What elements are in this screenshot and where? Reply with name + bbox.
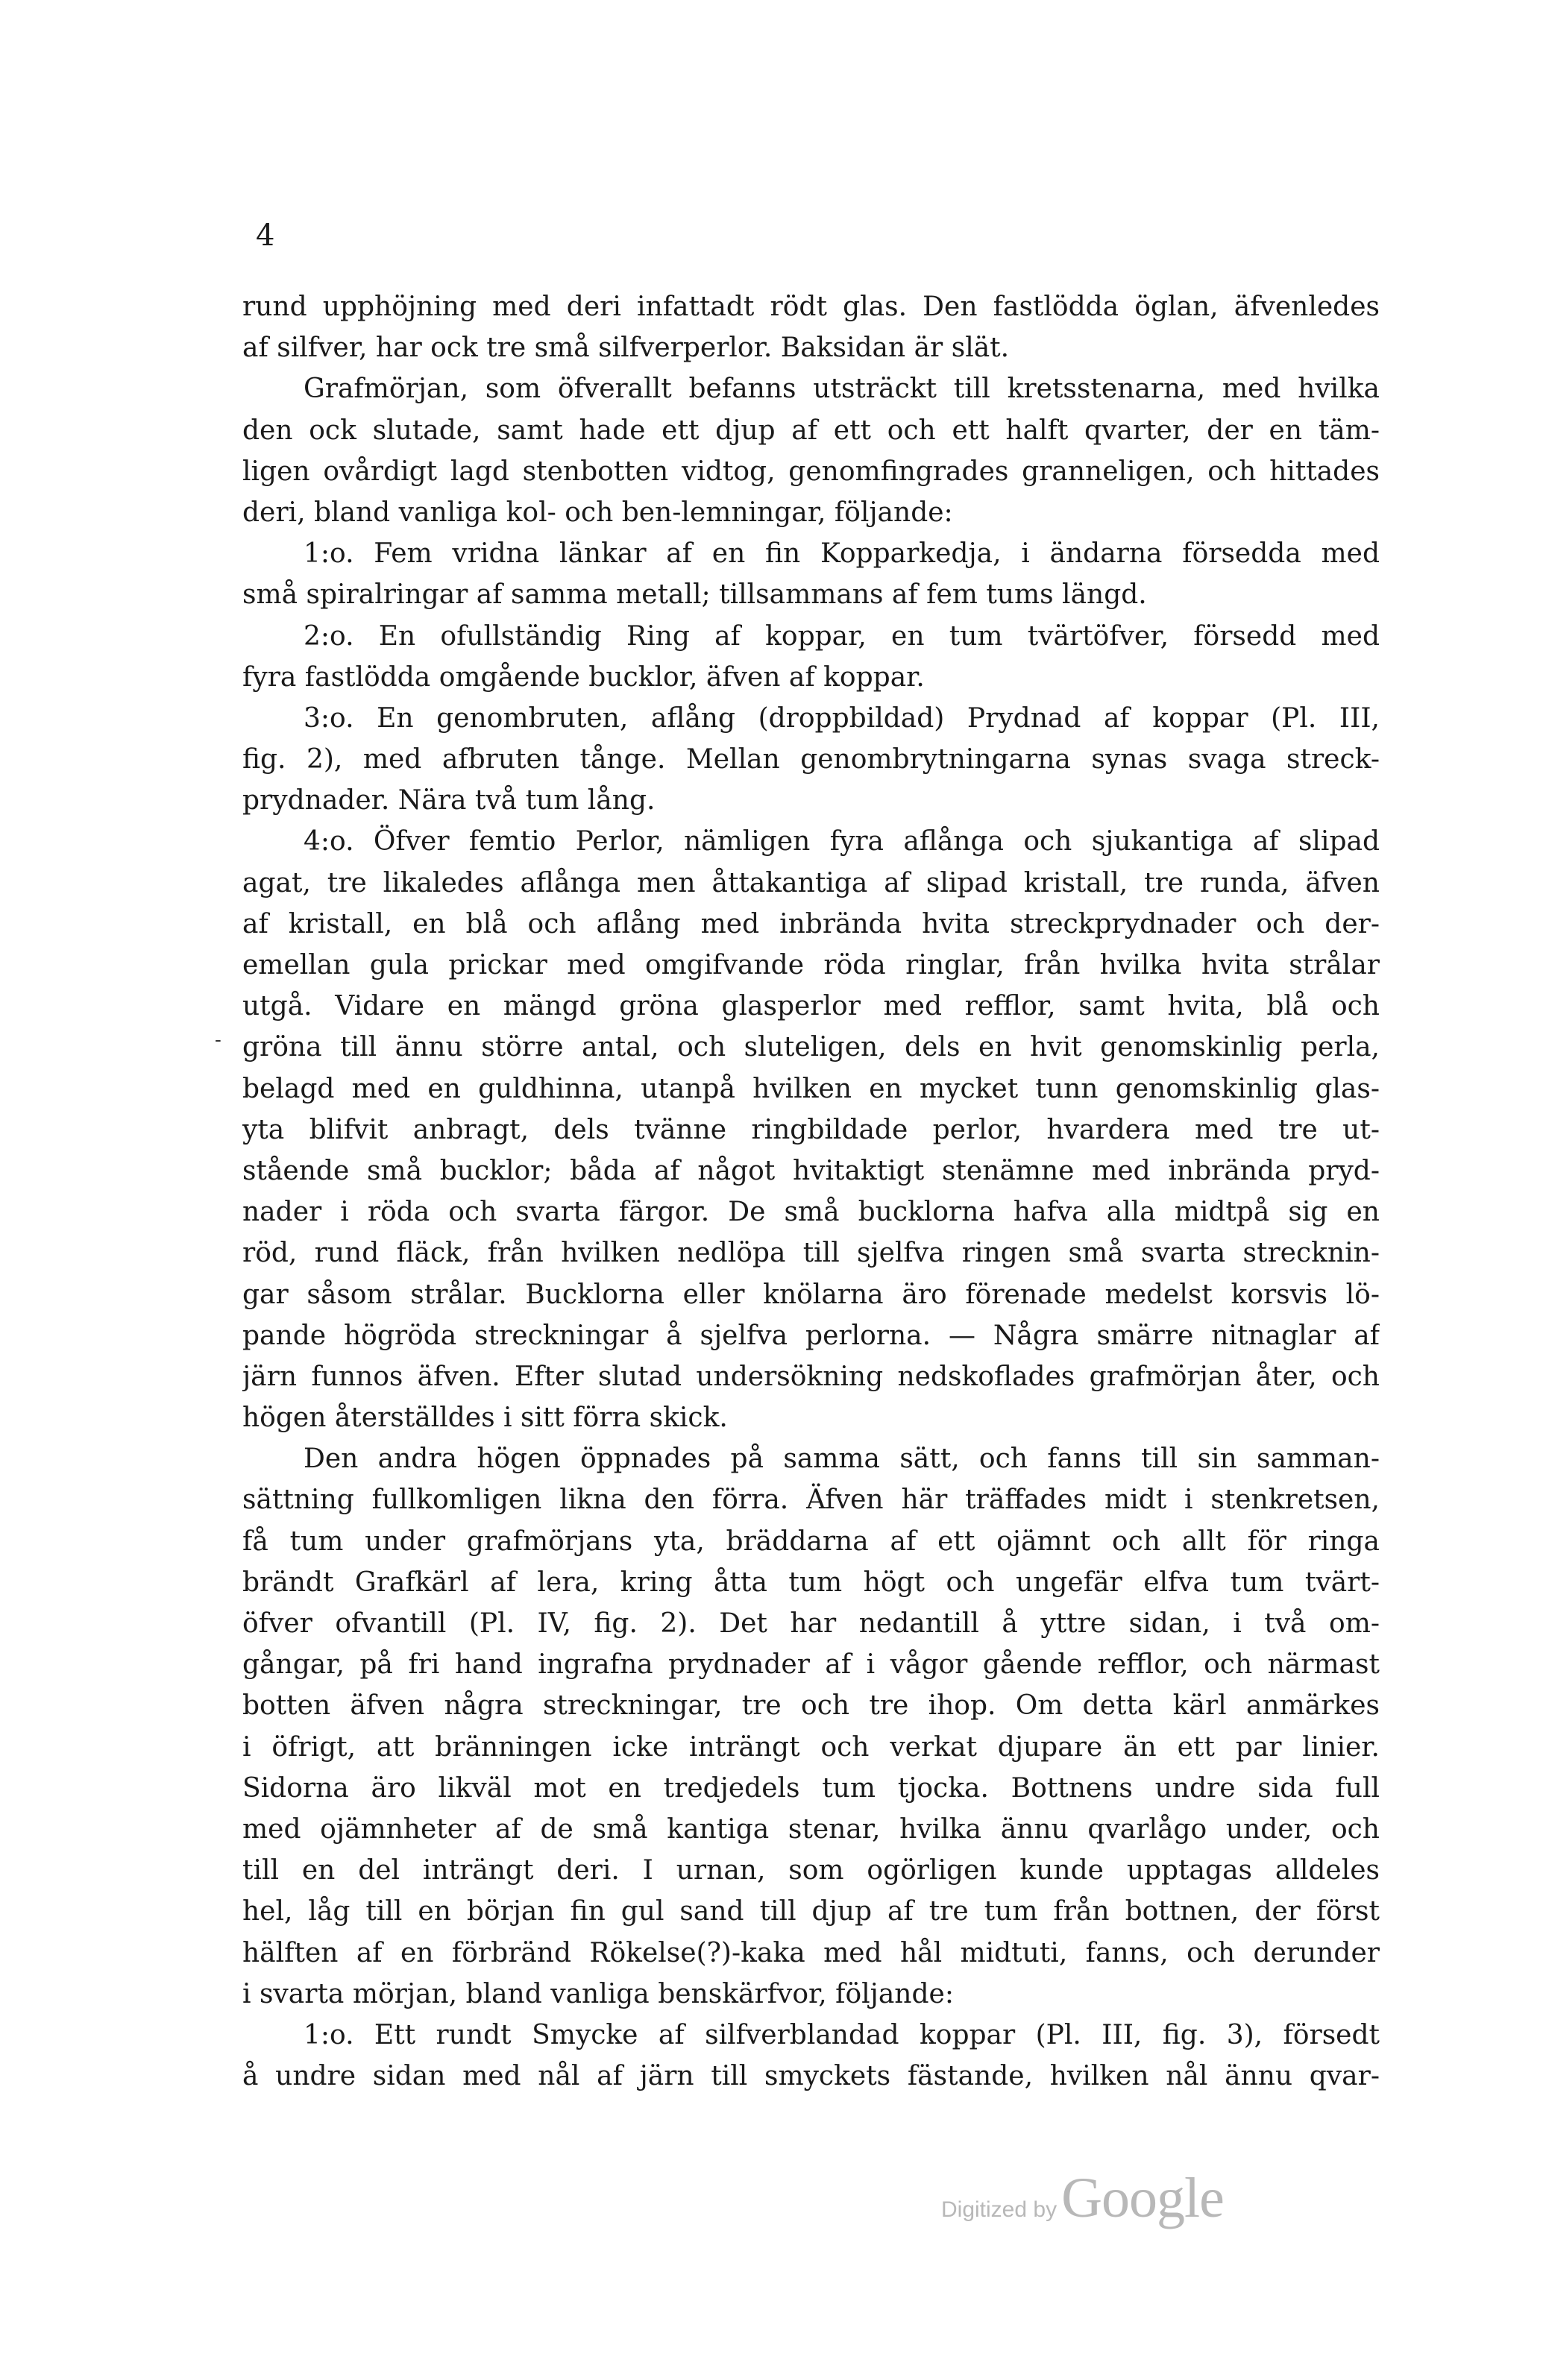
text-line: rund upphöjning med deri infattadt rödt glas. Den fastlödda öglan, äfvenledes	[242, 292, 1380, 322]
text-line: 1:o. Fem vridna länkar af en fin Kopparkedja, i ändarna försedda med	[304, 538, 1380, 570]
text-line: fig. 2), med afbruten tånge. Mellan genombrytningarna synas svaga streck-	[242, 744, 1380, 775]
text-line: i öfrigt, att bränningen icke inträngt och verkat djupare än ett par linier.	[242, 1731, 1380, 1763]
text-line: gröna till ännu större antal, och sluteligen, dels en hvit genomskinlig perla,	[242, 1032, 1380, 1063]
text-line: högen återställdes i sitt förra skick.	[242, 1402, 728, 1434]
text-line: brändt Grafkärl af lera, kring åtta tum högt och ungefär elfva tum tvärt-	[242, 1567, 1380, 1598]
text-line: 4:o. Öfver femtio Perlor, nämligen fyra aflånga och sjukantiga af slipad	[304, 826, 1380, 857]
text-line: fyra fastlödda omgående bucklor, äfven af koppar.	[242, 661, 925, 693]
text-line: pande högröda streckningar å sjelfva perlorna. — Några smärre nitnaglar af	[242, 1320, 1380, 1351]
text-line: 3:o. En genombruten, aflång (droppbildad) Prydnad af koppar (Pl. III,	[304, 702, 1380, 734]
text-line: sättning fullkomligen likna den förra. Äfven här träffades midt i stenkretsen,	[242, 1485, 1380, 1516]
text-line: stående små bucklor; båda af något hvitaktigt stenämne med inbrända pryd-	[242, 1155, 1380, 1186]
text-line: yta blifvit anbragt, dels tvänne ringbildade perlor, hvardera med tre ut-	[242, 1114, 1380, 1145]
page-number: 4	[256, 218, 275, 253]
text-line: med ojämnheter af de små kantiga stenar, hvilka ännu qvarlågo under, och	[242, 1813, 1380, 1845]
text-line: å undre sidan med nål af järn till smyckets fästande, hvilken nål ännu qvar-	[242, 2061, 1380, 2092]
text-line: Den andra högen öppnades på samma sätt, och fanns till sin samman-	[304, 1444, 1380, 1475]
text-line: få tum under grafmörjans yta, bräddarna af ett ojämnt och allt för ringa	[242, 1526, 1380, 1557]
text-line: deri, bland vanliga kol- och ben-lemningar, följande:	[242, 497, 953, 528]
text-line: prydnader. Nära två tum lång.	[242, 785, 656, 816]
text-line: hel, låg till en början fin gul sand till djup af tre tum från bottnen, der först	[242, 1896, 1380, 1927]
text-line: botten äfven några streckningar, tre och tre ihop. Om detta kärl anmärkes	[242, 1690, 1380, 1722]
text-line: ligen ovårdigt lagd stenbotten vidtog, genomfingrades granneligen, och hittades	[242, 456, 1380, 487]
text-line: gar såsom strålar. Bucklorna eller knölarna äro förenade medelst korsvis lö-	[242, 1279, 1380, 1310]
body-text	[242, 286, 1380, 2097]
text-line: agat, tre likaledes aflånga men åttakantiga af slipad kristall, tre runda, äfven	[242, 867, 1380, 898]
google-logo: Google	[1061, 2167, 1224, 2229]
text-line: hälften af en förbränd Rökelse(?)-kaka med hål midtuti, fanns, och derunder	[242, 1937, 1380, 1968]
text-line: i svarta mörjan, bland vanliga benskärfvor, följande:	[242, 1978, 954, 2009]
margin-dash-mark: -	[215, 1029, 221, 1051]
text-line: gångar, på fri hand ingrafna prydnader af i vågor gående refflor, och närmast	[242, 1649, 1380, 1681]
text-line: till en del inträngt deri. I urnan, som ogörligen kunde upptagas alldeles	[242, 1855, 1380, 1886]
digitized-watermark	[941, 2166, 1224, 2229]
text-line: af silfver, har ock tre små silfverperlor. Baksidan är slät.	[242, 333, 1010, 364]
text-line: den ock slutade, samt hade ett djup af ett och ett halft qvarter, der en täm-	[242, 415, 1380, 446]
text-line: Grafmörjan, som öfverallt befanns utsträckt till kretsstenarna, med hvilka	[304, 374, 1380, 405]
text-line: utgå. Vidare en mängd gröna glasperlor med refflor, samt hvita, blå och	[242, 991, 1380, 1022]
text-line: Sidorna äro likväl mot en tredjedels tum tjocka. Bottnens undre sida full	[242, 1772, 1380, 1804]
text-line: belagd med en guldhinna, utanpå hvilken en mycket tunn genomskinlig glas-	[242, 1073, 1380, 1104]
text-line: röd, rund fläck, från hvilken nedlöpa till sjelfva ringen små svarta strecknin-	[242, 1238, 1380, 1269]
text-line: järn funnos äfven. Efter slutad undersökning nedskoflades grafmörjan åter, och	[242, 1361, 1380, 1392]
text-line: små spiralringar af samma metall; tillsammans af fem tums längd.	[242, 579, 1147, 611]
text-line: nader i röda och svarta färgor. De små bucklorna hafva alla midtpå sig en	[242, 1197, 1380, 1228]
text-line: 2:o. En ofullständig Ring af koppar, en tum tvärtöfver, försedd med	[304, 620, 1380, 652]
text-line: öfver ofvantill (Pl. IV, fig. 2). Det har nedantill å yttre sidan, i två om-	[242, 1608, 1380, 1639]
text-line: af kristall, en blå och aflång med inbrända hvita streckprydnader och der-	[242, 908, 1380, 939]
text-line: emellan gula prickar med omgifvande röda ringlar, från hvilka hvita strålar	[242, 950, 1380, 980]
text-line: 1:o. Ett rundt Smycke af silfverblandad koppar (Pl. III, fig. 3), försedt	[304, 2019, 1380, 2050]
digitized-label: Digitized by	[941, 2197, 1058, 2222]
